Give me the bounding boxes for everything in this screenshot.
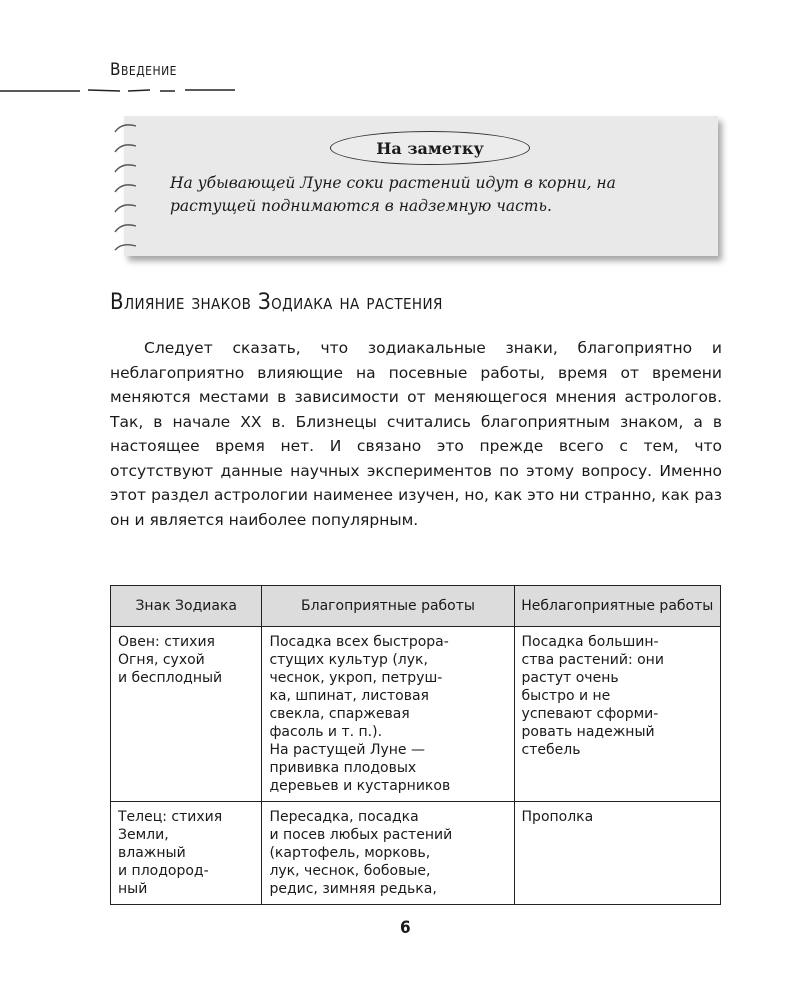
cell-sign: [111, 627, 262, 802]
cell-line: стущих культур (лук,: [269, 652, 428, 668]
table-header-row: [111, 586, 721, 627]
cell-line: стебель: [521, 742, 581, 758]
header-sign: Знак Зодиака: [111, 586, 262, 627]
cell-line: Посадка всех быстрора-: [269, 634, 449, 650]
cell-line: и посев любых растений: [269, 827, 453, 843]
cell-line: ка, шпинат, листовая: [269, 688, 429, 704]
cell-line: деревьев и кустарников: [269, 778, 451, 794]
note-text: [170, 172, 690, 218]
cell-sign: [111, 802, 262, 905]
running-head: Введение: [110, 60, 177, 80]
cell-line: На растущей Луне —: [269, 742, 425, 758]
cell-line: Посадка большин-: [521, 634, 659, 650]
cell-line: ства растений: они: [521, 652, 664, 668]
cell-favorable: [262, 802, 514, 905]
cell-line: влажный: [118, 845, 186, 861]
table-row: [111, 627, 721, 802]
running-head-rule: [0, 86, 235, 96]
cell-line: Земли,: [118, 827, 169, 843]
cell-line: ровать надежный: [521, 724, 655, 740]
notebook-spiral-icon: [112, 118, 146, 258]
cell-line: Огня, сухой: [118, 652, 205, 668]
section-title: Влияние знаков Зодиака на растения: [110, 290, 443, 315]
cell-line: прививка плодовых: [269, 760, 417, 776]
table-row: [111, 802, 721, 905]
cell-line: и бесплодный: [118, 670, 223, 686]
cell-unfavorable: [514, 802, 720, 905]
cell-line: Прополка: [521, 809, 594, 825]
zodiac-table: [110, 585, 721, 905]
cell-line: Овен: стихия: [118, 634, 215, 650]
note-line: растущей поднимаются в надземную часть.: [170, 197, 552, 215]
cell-line: лук, чеснок, бобовые,: [269, 863, 431, 879]
header-favorable: Благоприятные работы: [262, 586, 514, 627]
cell-line: растут очень: [521, 670, 619, 686]
cell-line: и плодород-: [118, 863, 209, 879]
cell-line: Телец: стихия: [118, 809, 223, 825]
header-unfavorable: Неблагоприятные работы: [514, 586, 720, 627]
cell-line: фасоль и т. п.).: [269, 724, 383, 740]
cell-unfavorable: [514, 627, 720, 802]
cell-line: успевают сформи-: [521, 706, 659, 722]
note-title: На заметку: [330, 131, 530, 165]
cell-line: ный: [118, 881, 148, 897]
cell-line: редис, зимняя редька,: [269, 881, 437, 897]
cell-line: чеснок, укроп, петруш-: [269, 670, 443, 686]
cell-line: Пересадка, посадка: [269, 809, 419, 825]
page-number: 6: [400, 918, 411, 938]
cell-line: быстро и не: [521, 688, 611, 704]
cell-favorable: [262, 627, 514, 802]
body-text: [110, 336, 722, 532]
cell-line: (картофель, морковь,: [269, 845, 431, 861]
cell-line: свекла, спаржевая: [269, 706, 410, 722]
body-paragraph: Следует сказать, что зодиакальные знаки, благоприятно и неблагоприятно влияющие на посевные работы, время от времени меняются местами в зависимости от меняющегося мнения астрологов. Так, в начале XX в. Близнецы считались благоприятным знаком, а в настоящее время нет. И связано это прежде всего с тем, что отсутствуют данные научных экспериментов по этому вопросу. Именно этот раздел астрологии наименее изучен, но, как это ни странно, как раз он и является наиболее популярным.: [110, 339, 722, 529]
note-line: На убывающей Луне соки растений идут в корни, на: [170, 174, 616, 192]
